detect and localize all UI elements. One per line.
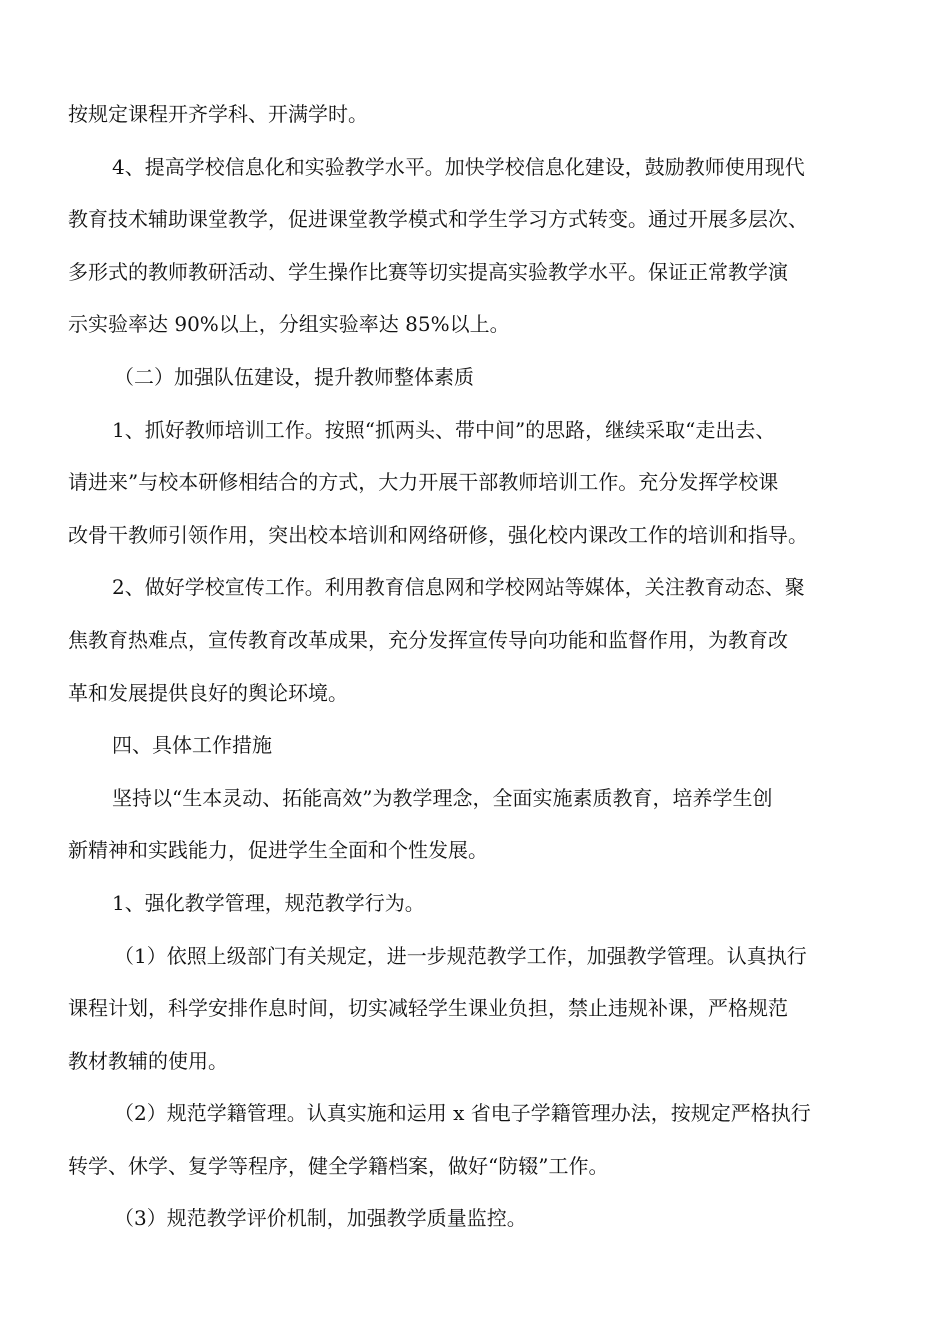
section-heading: 四、具体工作措施: [112, 733, 272, 758]
text-line: 革和发展提供良好的舆论环境。: [68, 680, 348, 705]
text-line: 4、提高学校信息化和实验教学水平。加快学校信息化建设，鼓励教师使用现代: [112, 154, 805, 179]
text-line: 新精神和实践能力，促进学生全面和个性发展。: [68, 838, 488, 863]
text-line: 1、抓好教师培训工作。按照“抓两头、带中间”的思路，继续采取“走出去、: [112, 417, 776, 442]
text-line: 焦教育热难点，宣传教育改革成果，充分发挥宣传导向功能和监督作用，为教育改: [68, 627, 788, 652]
text-line: 改骨干教师引领作用，突出校本培训和网络研修，强化校内课改工作的培训和指导。: [68, 522, 808, 547]
text-line: （1）依照上级部门有关规定，进一步规范教学工作，加强教学管理。认真执行: [114, 943, 807, 968]
text-line: 示实验率达 90%以上，分组实验率达 85%以上。: [68, 312, 510, 337]
text-line: 教材教辅的使用。: [68, 1048, 228, 1073]
text-line: 教育技术辅助课堂教学，促进课堂教学模式和学生学习方式转变。通过开展多层次、: [68, 207, 808, 232]
document-body: [68, 88, 888, 1245]
text-line: 坚持以“生本灵动、拓能高效”为教学理念，全面实施素质教育，培养学生创: [112, 785, 773, 810]
text-line: 2、做好学校宣传工作。利用教育信息网和学校网站等媒体，关注教育动态、聚: [112, 575, 805, 600]
text-line: （2）规范学籍管理。认真实施和运用 x 省电子学籍管理办法，按规定严格执行: [114, 1101, 811, 1126]
text-line: （3）规范教学评价机制，加强教学质量监控。: [114, 1206, 527, 1231]
text-line: 按规定课程开齐学科、开满学时。: [68, 102, 368, 126]
section-heading: （二）加强队伍建设，提升教师整体素质: [114, 364, 474, 389]
text-line: 1、强化教学管理，规范教学行为。: [112, 890, 425, 915]
text-line: 课程计划，科学安排作息时间，切实减轻学生课业负担，禁止违规补课，严格规范: [68, 996, 788, 1021]
text-line: 请进来”与校本研修相结合的方式，大力开展干部教师培训工作。充分发挥学校课: [68, 470, 779, 495]
text-line: 转学、休学、复学等程序，健全学籍档案，做好“防辍”工作。: [68, 1153, 609, 1178]
text-line: 多形式的教师教研活动、学生操作比赛等切实提高实验教学水平。保证正常教学演: [68, 259, 788, 284]
